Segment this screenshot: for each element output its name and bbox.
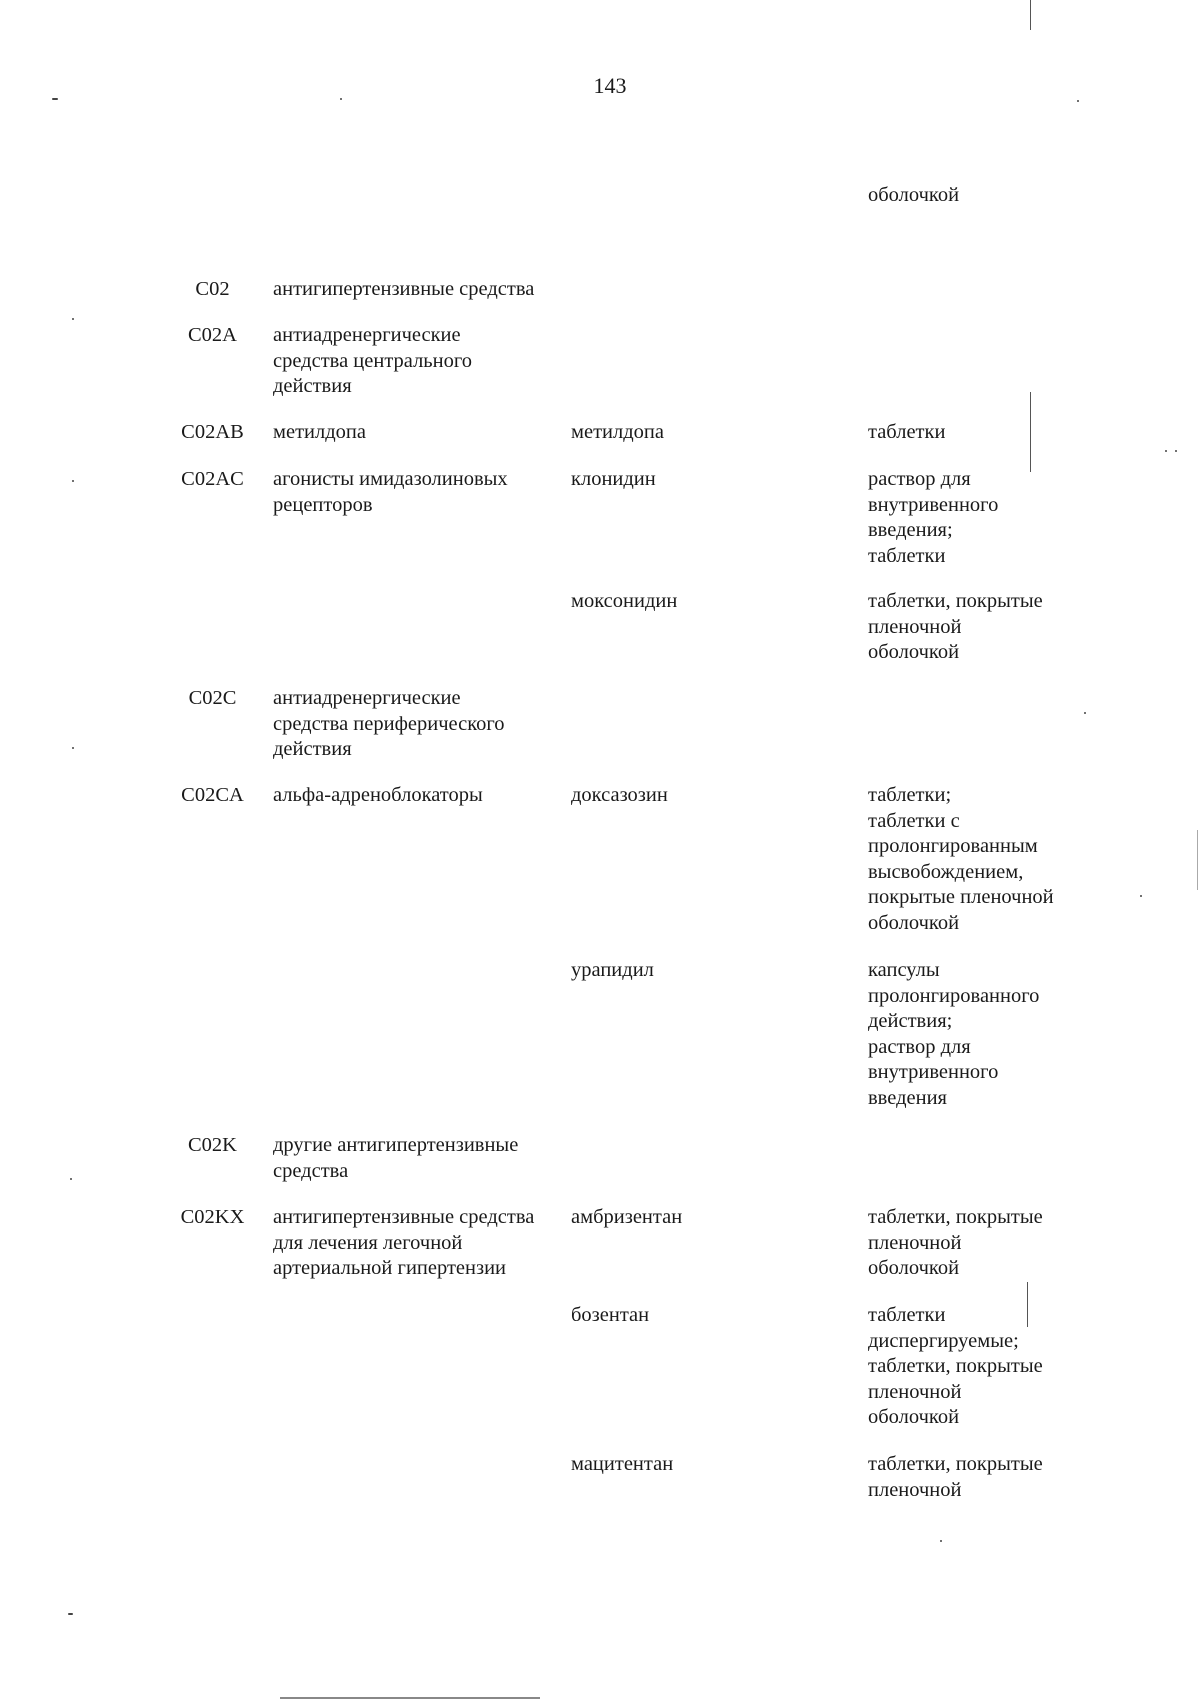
- scan-dot-artifact: [1140, 895, 1142, 897]
- scan-dot-artifact: [1165, 450, 1167, 452]
- atc-code: C02AB: [181, 421, 244, 443]
- page-number: 143: [593, 73, 627, 98]
- scan-dot-artifact: [68, 1613, 73, 1615]
- drug-name: амбризентан: [571, 1206, 683, 1228]
- scan-dot-artifact: [52, 98, 58, 100]
- continuation-text: оболочкой: [868, 184, 960, 206]
- drug-name: мацитентан: [571, 1453, 674, 1475]
- group-name: антигипертензивные средства: [273, 278, 535, 300]
- group-name: альфа-адреноблокаторы: [273, 784, 483, 806]
- group-name: агонисты имидазолиновых рецепторов: [273, 468, 508, 516]
- dosage-form: таблетки: [868, 421, 946, 443]
- scan-dot-artifact: [72, 480, 74, 482]
- dosage-form: таблетки, покрытые пленочной оболочкой: [868, 1206, 1043, 1279]
- scan-footer-artifact: [280, 1697, 540, 1699]
- drug-name: клонидин: [571, 468, 656, 490]
- scan-dot-artifact: [940, 1540, 942, 1542]
- scan-line-artifact: [1027, 1282, 1028, 1327]
- dosage-form: раствор для внутривенного введения; таблетки: [868, 468, 999, 567]
- group-name: антигипертензивные средства для лечения легочной артериальной гипертензии: [273, 1206, 535, 1279]
- scan-dot-artifact: [1175, 450, 1177, 452]
- atc-code: C02K: [188, 1134, 237, 1156]
- atc-code: C02KX: [180, 1206, 245, 1228]
- atc-code: C02C: [188, 687, 237, 709]
- dosage-form: таблетки; таблетки с пролонгированным высвобождением, покрытые пленочной оболочкой: [868, 784, 1054, 934]
- drug-name: доксазозин: [571, 784, 668, 806]
- scan-line-artifact: [1030, 392, 1031, 472]
- atc-code: C02: [195, 278, 230, 300]
- atc-code: C02CA: [181, 784, 244, 806]
- group-name: метилдопа: [273, 421, 366, 443]
- drug-name: метилдопа: [571, 421, 664, 443]
- dosage-form: таблетки, покрытые пленочной оболочкой: [868, 590, 1043, 663]
- atc-code: C02AC: [181, 468, 244, 490]
- scan-dot-artifact: [72, 318, 74, 320]
- scan-line-artifact: [1197, 830, 1198, 890]
- drug-name: бозентан: [571, 1304, 650, 1326]
- group-name: антиадренергические средства центрального действия: [273, 324, 473, 397]
- dosage-form: таблетки диспергируемые; таблетки, покрытые пленочной оболочкой: [868, 1304, 1043, 1428]
- drug-name: урапидил: [571, 959, 654, 981]
- scan-line-artifact: [1030, 0, 1031, 30]
- group-name: другие антигипертензивные средства: [273, 1134, 519, 1182]
- scan-dot-artifact: [70, 1178, 72, 1180]
- group-name: антиадренергические средства периферического действия: [273, 687, 505, 760]
- scan-dot-artifact: [72, 747, 74, 749]
- scan-dot-artifact: [1084, 712, 1086, 714]
- dosage-form: капсулы пролонгированного действия; раствор для внутривенного введения: [868, 959, 1040, 1109]
- drug-name: моксонидин: [571, 590, 678, 612]
- scan-dot-artifact: [1077, 100, 1079, 102]
- atc-code: C02A: [188, 324, 237, 346]
- dosage-form: таблетки, покрытые пленочной: [868, 1453, 1043, 1501]
- scan-dot-artifact: [340, 98, 342, 100]
